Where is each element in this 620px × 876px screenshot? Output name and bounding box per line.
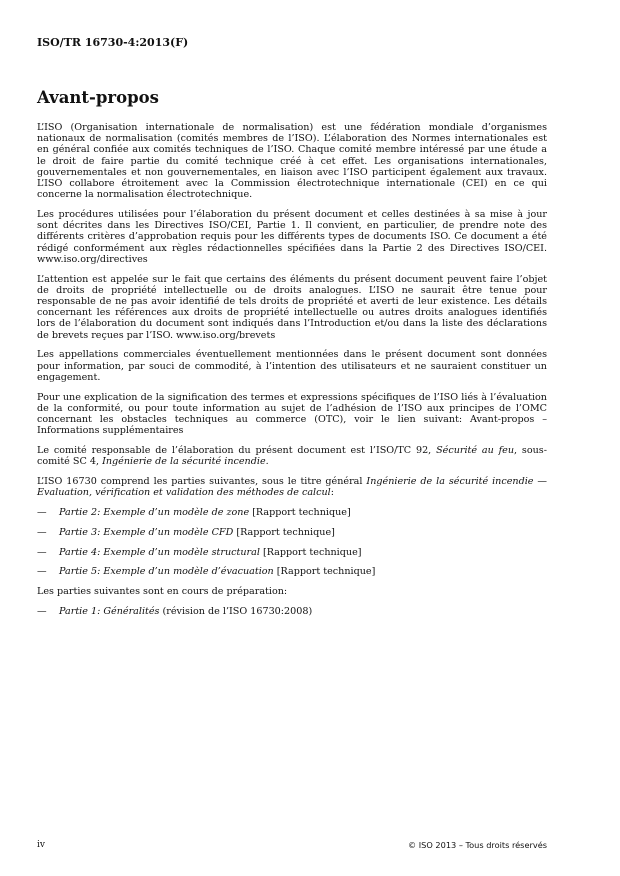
paragraph-iso-intro: L’ISO (Organisation internationale de normalisation) est une fédération mondiale d’organismes nationaux de normalisation (comités membres de l’ISO). L’élaboration des Normes internationales est en général confiée aux comités techniques de l’ISO. Chaque comité membre intéressé par une étude a le droit de faire partie du comité technique créé à cet effet. Les organisations internationales, gouvernementales et non gouvernementales, en liaison avec l’ISO participent également aux travaux. L’ISO collabore étroitement avec la Commission électrotechnique internationale (CEI) en ce qui concerne la normalisation électrotechnique. (37, 122, 547, 201)
document-id: ISO/TR 16730-4:2013(F) (37, 36, 189, 49)
list-item: — Partie 2: Exemple d’un modèle de zone [Rapport technique] (37, 507, 351, 519)
list-dash: — (37, 546, 47, 558)
list-dash: — (37, 566, 47, 578)
document-body (37, 122, 547, 626)
list-dash: — (37, 507, 47, 519)
paragraph-conformity: Pour une explication de la signification des termes et expressions spécifiques de l’ISO liés à l’évaluation de la conformité, ou pour toute information au sujet de l’adhésion de l’ISO aux principes de l’OMC concernant les obstacles techniques au commerce (OTC), voir le lien suivant: Avant-propos – Informations supplémentaires (37, 391, 547, 437)
list-item: — Partie 4: Exemple d’un modèle structural [Rapport technique] (37, 546, 362, 558)
paragraph-procedures: Les procédures utilisées pour l’élaboration du présent document et celles destinées à sa mise à jour sont décrites dans les Directives ISO/CEI, Partie 1. Il convient, en particulier, de prendre note des différents critères d’approbation requis pour les différents types de documents ISO. Ce document a été rédigé conformément aux règles rédactionnelles spécifiées dans la Partie 2 des Directives ISO/CEI. www.iso.org/directives (37, 209, 547, 265)
paragraph-preparation: Les parties suivantes sont en cours de préparation: (37, 586, 288, 598)
list-dash: — (37, 606, 47, 618)
paragraph-committee: Le comité responsable de l’élaboration du présent document est l’ISO/TC 92, Sécurité au feu, sous-comité SC 4, Ingénierie de la sécurité incendie. (37, 445, 547, 468)
copyright-notice: © ISO 2013 – Tous droits réservés (407, 840, 547, 850)
list-dash: — (37, 526, 47, 538)
paragraph-trade-names: Les appellations commerciales éventuellement mentionnées dans le présent document sont données pour information, par souci de commodité, à l’intention des utilisateurs et ne sauraient constituer un engagement. (37, 349, 547, 383)
list-item: — Partie 3: Exemple d’un modèle CFD [Rapport technique] (37, 526, 335, 538)
list-item: — Partie 1: Généralités (révision de l’ISO 16730:2008) (37, 606, 313, 618)
paragraph-series: L’ISO 16730 comprend les parties suivantes, sous le titre général Ingénierie de la sécurité incendie — Evaluation, vérification et validation des méthodes de calcul: (37, 476, 547, 499)
page-number: iv (37, 840, 45, 850)
paragraph-patents: L’attention est appelée sur le fait que certains des éléments du présent document peuvent faire l’objet de droits de propriété intellectuelle ou de droits analogues. L’ISO ne saurait être tenue pour responsable de ne pas avoir identifié de tels droits de propriété et averti de leur existence. Les détails concernant les références aux droits de propriété intellectuelle ou autres droits analogues identifiés lors de l’élaboration du document sont indiqués dans l’Introduction et/ou dans la liste des déclarations de brevets reçues par l’ISO. www.iso.org/brevets (37, 273, 547, 341)
list-item: — Partie 5: Exemple d’un modèle d’évacuation [Rapport technique] (37, 566, 376, 578)
page-title: Avant-propos (37, 88, 159, 107)
